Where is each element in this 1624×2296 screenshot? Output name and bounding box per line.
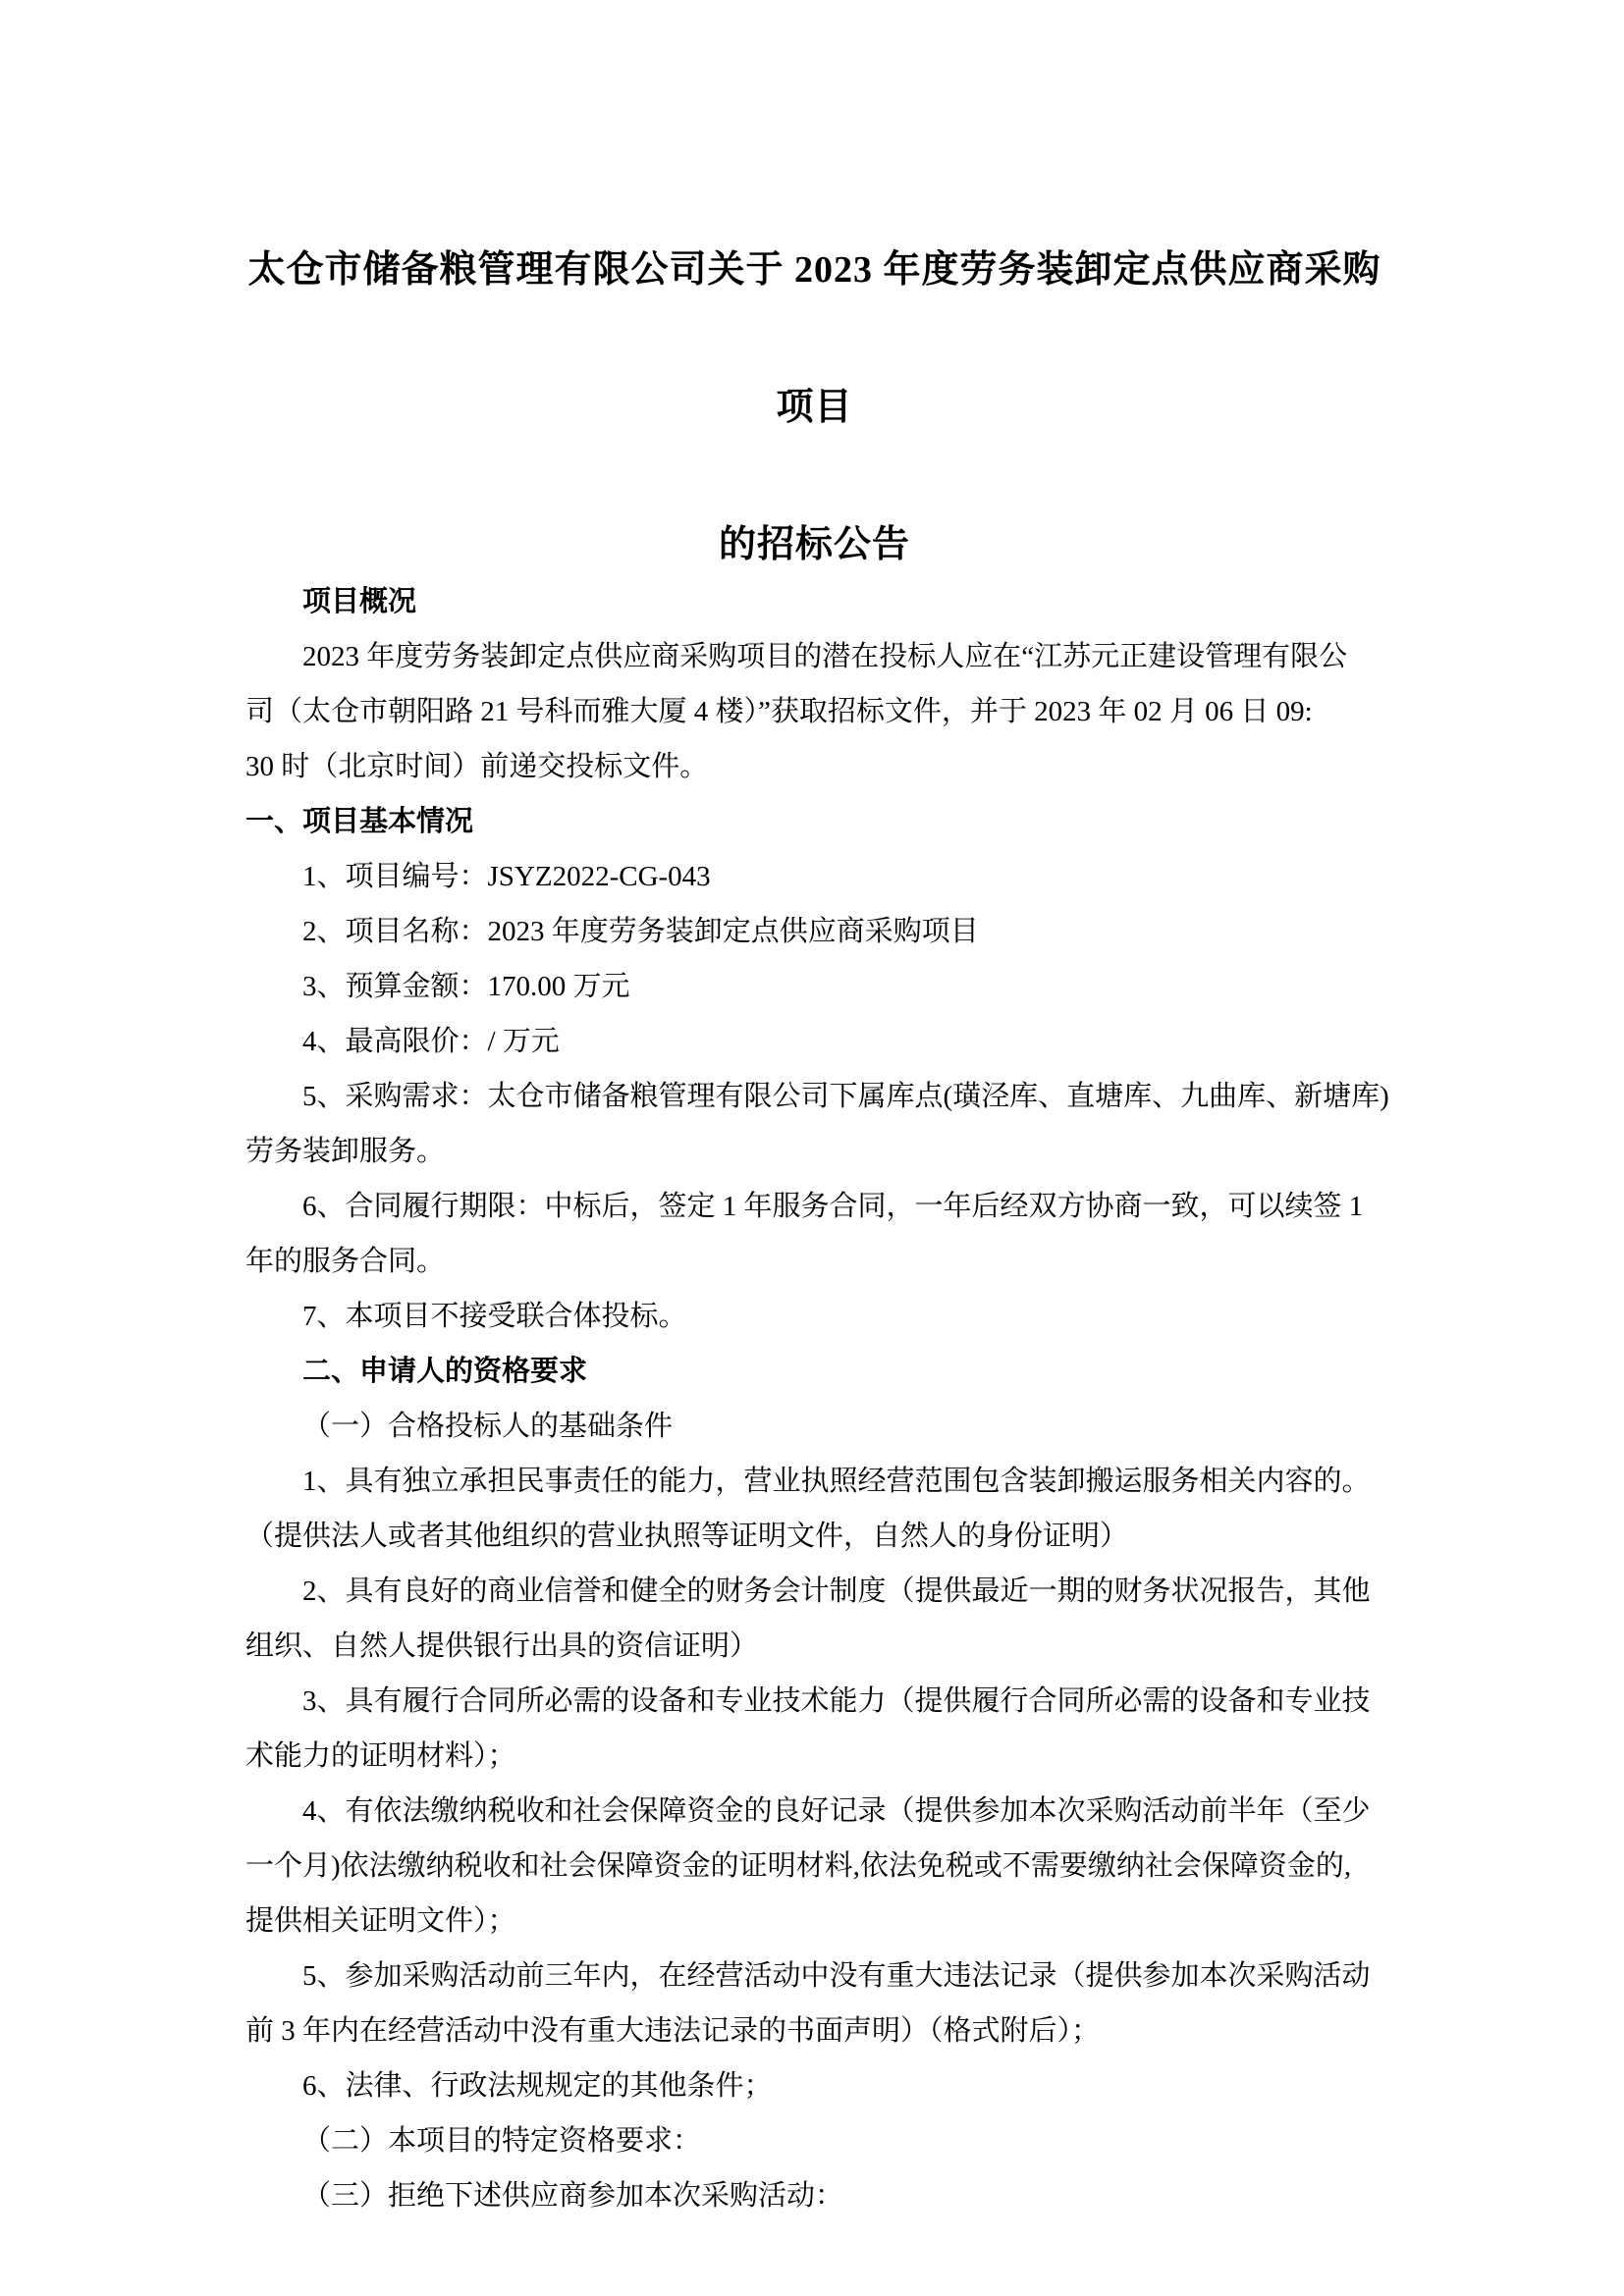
text-line: 提供相关证明文件）； <box>245 1905 516 1937</box>
text-line: 前 3 年内在经营活动中没有重大违法记录的书面声明）（格式附后）； <box>245 2015 1101 2047</box>
text-line: 3、具有履行合同所必需的设备和专业技术能力（提供履行合同所必需的设备和专业技 <box>302 1685 1371 1717</box>
text-line: 二、申请人的资格要求 <box>302 1356 588 1387</box>
text-line: 6、法律、行政法规规定的其他条件； <box>302 2070 773 2102</box>
text-line: 术能力的证明材料）； <box>245 1740 516 1772</box>
text-line: 2、具有良好的商业信誉和健全的财务会计制度（提供最近一期的财务状况报告，其他 <box>302 1575 1371 1607</box>
text-line: 5、采购需求：太仓市储备粮管理有限公司下属库点(璜泾库、直塘库、九曲库、新塘库) <box>302 1081 1389 1112</box>
text-line: （二）本项目的特定资格要求： <box>302 2125 702 2157</box>
text-line: 组织、自然人提供银行出具的资信证明） <box>245 1630 759 1662</box>
text-line: 司（太仓市朝阳路 21 号科而雅大厦 4 楼）”获取招标文件，并于 2023 年 02 月 06 日 09: <box>245 696 1313 727</box>
text-line: 项目概况 <box>302 586 417 617</box>
text-line: 2023 年度劳务装卸定点供应商采购项目的潜在投标人应在“江苏元正建设管理有限公 <box>302 641 1348 672</box>
text-line: 1、具有独立承担民事责任的能力，营业执照经营范围包含装卸搬运服务相关内容的。 <box>302 1466 1371 1497</box>
text-line: 7、本项目不接受联合体投标。 <box>302 1301 687 1332</box>
document-body <box>245 574 1389 2223</box>
document-title <box>245 201 1383 614</box>
text-line: 劳务装卸服务。 <box>245 1136 446 1167</box>
text-line: （提供法人或者其他组织的营业执照等证明文件，自然人的身份证明） <box>245 1521 1129 1552</box>
text-line: 1、项目编号：JSYZ2022-CG-043 <box>302 861 711 892</box>
text-line: 一个月)依法缴纳税收和社会保障资金的证明材料,依法免税或不需要缴纳社会保障资金的, <box>245 1850 1352 1882</box>
text-line: 一、项目基本情况 <box>245 806 474 837</box>
text-line: （一）合格投标人的基础条件 <box>302 1411 674 1442</box>
document-content <box>245 0 1389 2223</box>
text-line: 6、合同履行期限：中标后，签定 1 年服务合同，一年后经双方协商一致，可以续签 1 <box>302 1191 1364 1222</box>
text-line: 5、参加采购活动前三年内，在经营活动中没有重大违法记录（提供参加本次采购活动 <box>302 1960 1371 1992</box>
text-line: 30 时（北京时间）前递交投标文件。 <box>245 751 709 782</box>
document-title-line: 的招标公告 <box>718 524 910 565</box>
text-line: 3、预算金额：170.00 万元 <box>302 971 630 1002</box>
document-title-line: 太仓市储备粮管理有限公司关于 2023 年度劳务装卸定点供应商采购项目 <box>247 249 1381 428</box>
text-line: 4、有依法缴纳税收和社会保障资金的良好记录（提供参加本次采购活动前半年（至少 <box>302 1795 1371 1827</box>
text-line: 年的服务合同。 <box>245 1246 446 1277</box>
text-line: （三）拒绝下述供应商参加本次采购活动： <box>302 2180 844 2212</box>
text-line: 4、最高限价：/ 万元 <box>302 1026 560 1057</box>
text-line: 2、项目名称：2023 年度劳务装卸定点供应商采购项目 <box>302 916 979 947</box>
